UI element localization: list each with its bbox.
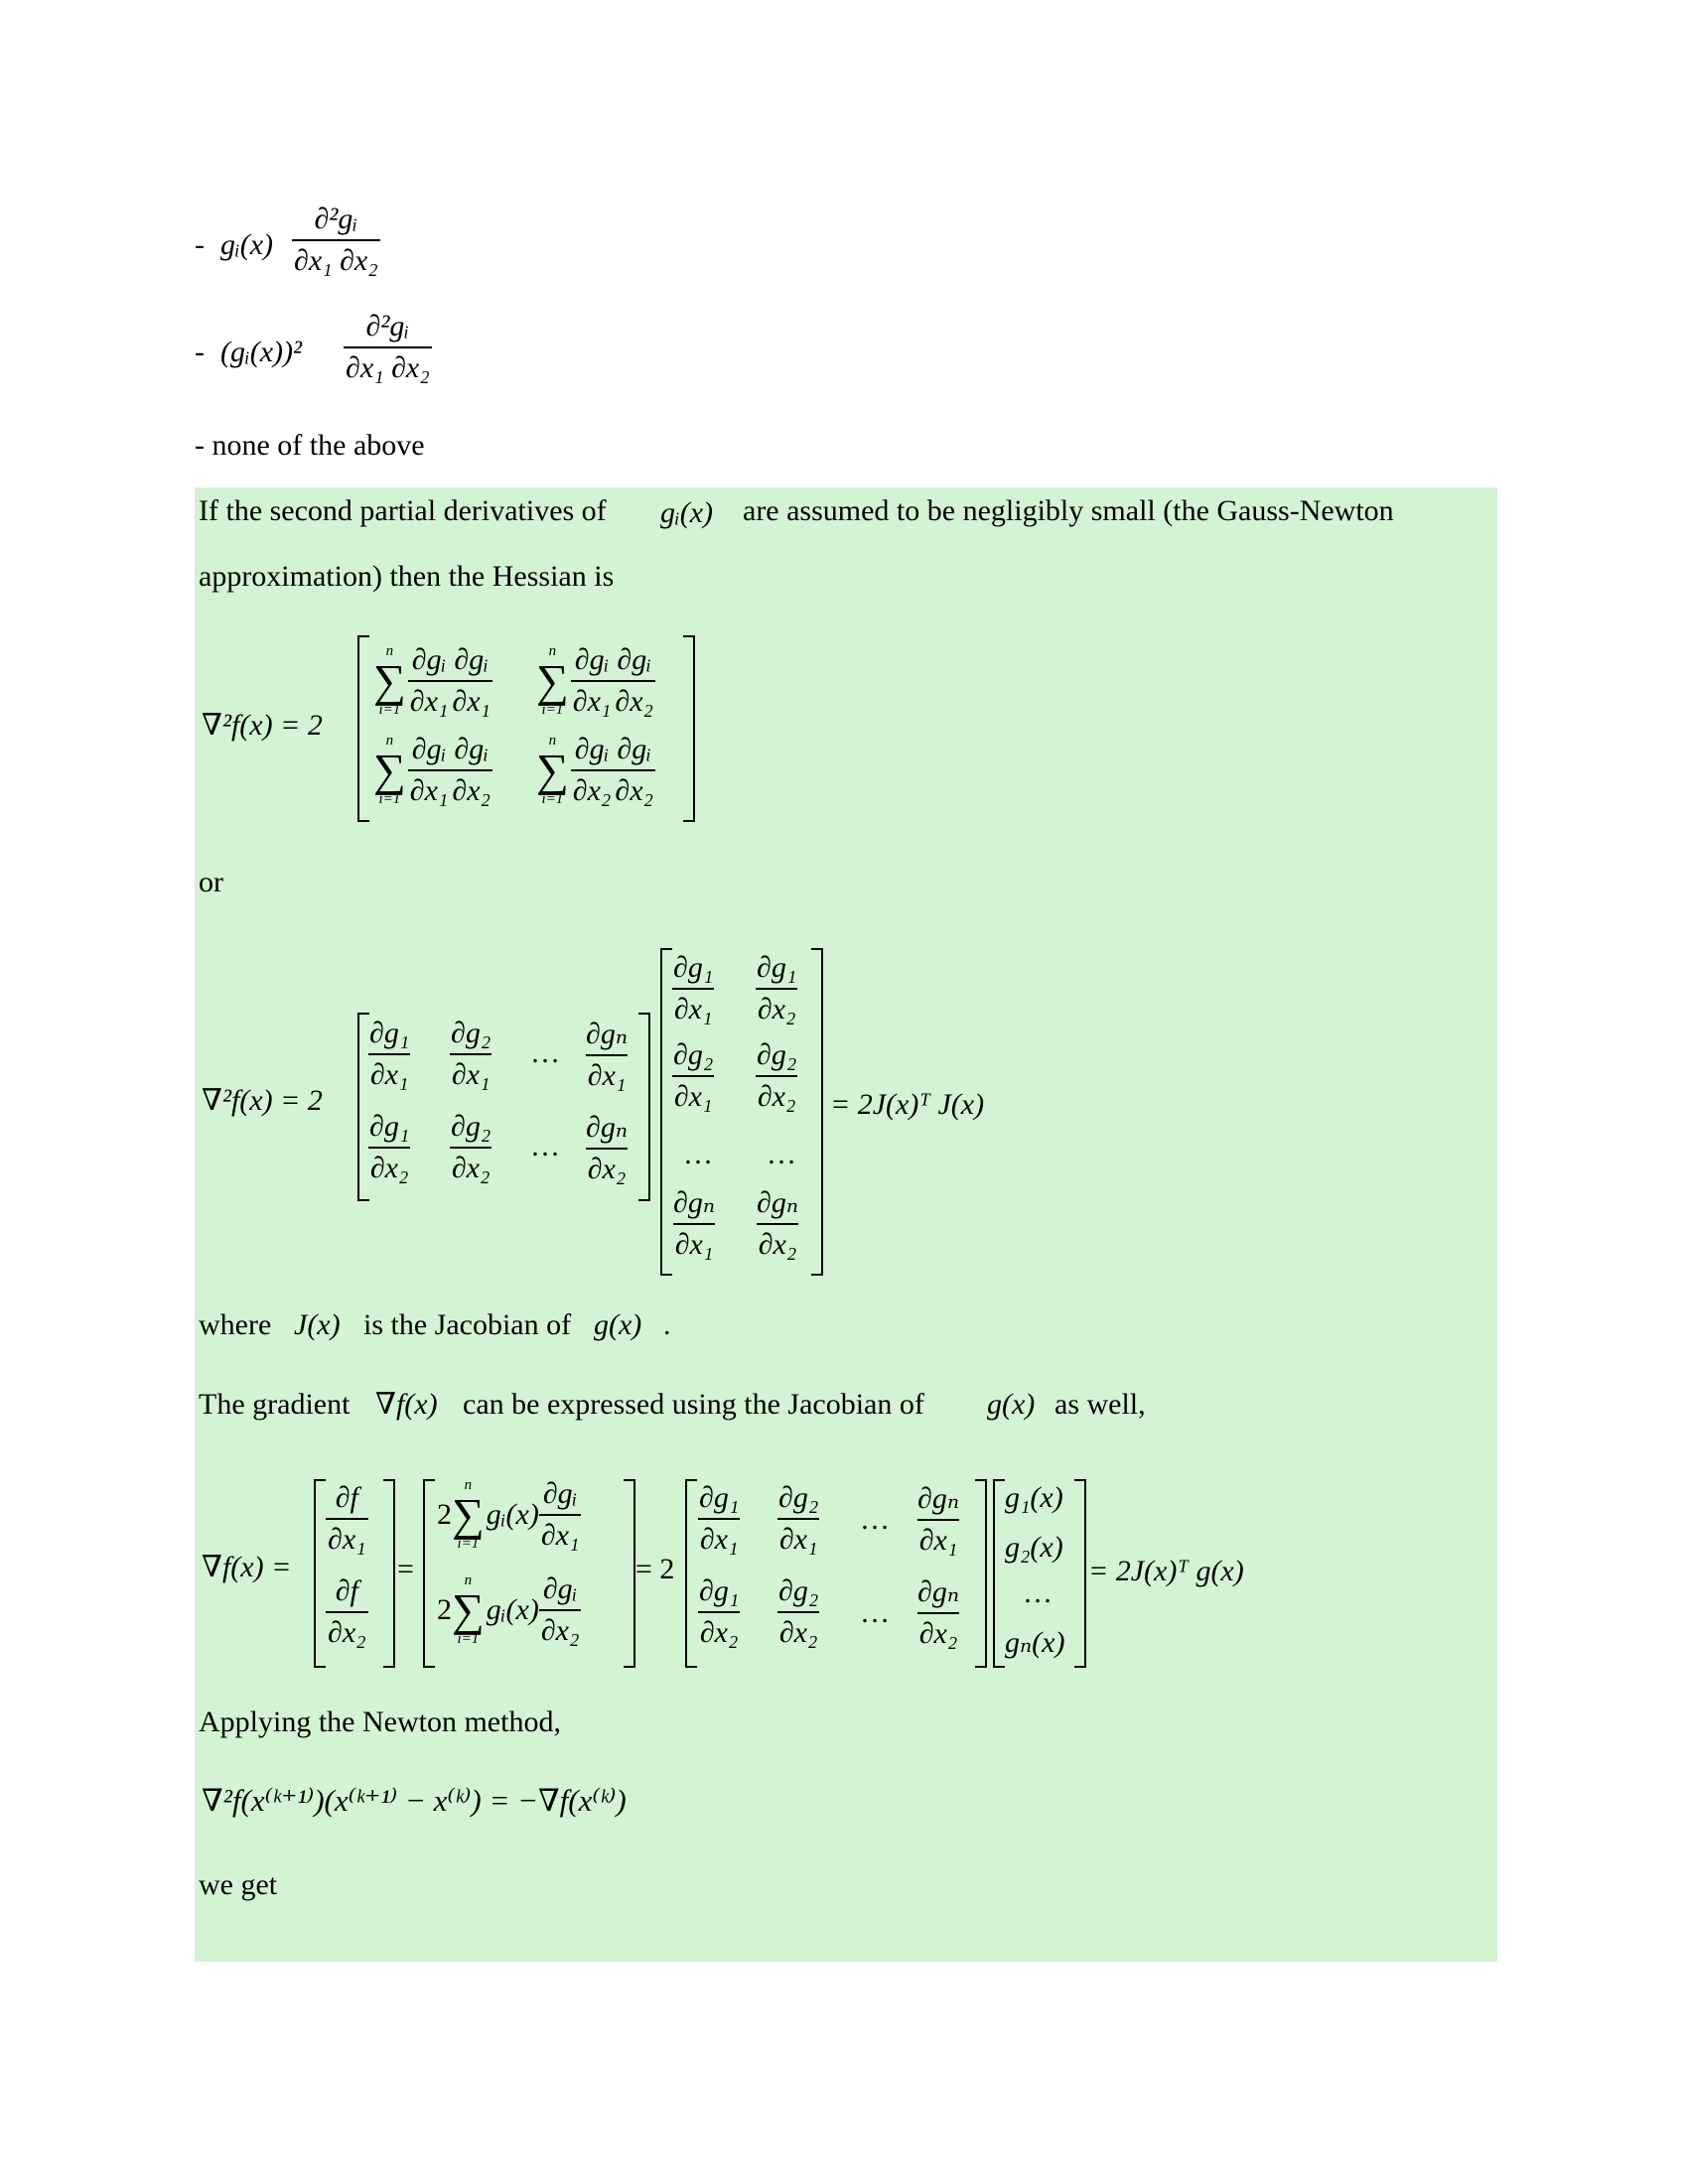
gradient-p2: can be expressed using the Jacobian of [463,1388,924,1421]
where-p3: . [663,1308,671,1341]
jacobian-lhs: ∇²f(x) = 2 [202,1084,323,1117]
jt-12: $\frac{\text{∂g₂}}{\text{∂x₁}}$ [451,1017,492,1091]
j-11: $\frac{\text{∂g₁}}{\text{∂x₁}}$ [673,951,714,1025]
grad-jt-1n: $\frac{\text{∂gₙ}}{\text{∂x₁}}$ [917,1482,959,1557]
grad-jt-dots-2: … [860,1596,890,1629]
hessian-cell-11: n ∑ i=1 $\frac{\text{∂gᵢ}}{\text{∂x₁}}$ $\frac{\text{∂gᵢ}}{\text{∂x₁}}$ [373,643,491,718]
jt-dots-2: … [530,1130,560,1162]
option-2-fraction [344,310,432,385]
option-2-bullet: - [195,336,205,368]
where-j: J(x) [294,1308,341,1341]
j-n1: $\frac{\text{∂gₙ}}{\text{∂x₁}}$ [673,1186,715,1261]
intro-text-line2: approximation) then the Hessian is [199,560,615,593]
hessian-lhs: ∇²f(x) = 2 [202,709,323,742]
grad-g1x: g₁(x) [1005,1481,1063,1514]
grad-sum-left-bracket [423,1479,435,1668]
gradient-p3: as well, [1055,1388,1146,1421]
j-22: $\frac{\text{∂g₂}}{\text{∂x₂}}$ [757,1038,797,1113]
intro-text-part1: If the second partial derivatives of [199,494,607,527]
jt-2n: $\frac{\text{∂gₙ}}{\text{∂x₂}}$ [586,1111,628,1185]
intro-text-part2: are assumed to be negligibly small (the Gauss-Newton [743,494,1394,527]
j-12: $\frac{\text{∂g₁}}{\text{∂x₂}}$ [757,951,797,1025]
grad-sum-right-bracket [624,1479,635,1668]
grad-sum-row-1: 2 n ∑ i=1 gᵢ(x) $\frac{\text{∂gᵢ}}{\text{∂x₁}}$ [437,1477,580,1552]
jt-1n: $\frac{\text{∂gₙ}}{\text{∂x₁}}$ [586,1018,628,1092]
j-dots-2: … [767,1138,796,1170]
or-text: or [199,866,223,898]
option-1-numerator: ∂²gᵢ [314,203,358,235]
we-get-text: we get [199,1868,278,1901]
grad-vec-left-bracket [314,1479,326,1668]
hessian-left-bracket [357,635,369,822]
grad-jt-21: $\frac{\text{∂g₁}}{\text{∂x₂}}$ [699,1574,740,1649]
jt-11: $\frac{\text{∂g₁}}{\text{∂x₁}}$ [369,1017,410,1091]
j-n2: $\frac{\text{∂gₙ}}{\text{∂x₂}}$ [757,1186,798,1261]
grad-jt-left-bracket [685,1479,697,1668]
grad-g-dots: … [1023,1576,1053,1609]
j-dots-1: … [683,1138,713,1170]
option-2-coef: (gᵢ(x))² [220,336,303,368]
jt-right-bracket [638,1013,650,1201]
grad-df-dx2: $\frac{\partial f}{\text{∂x₂}}$ [328,1574,366,1649]
option-3-none: - none of the above [195,429,425,462]
j-21: $\frac{\text{∂g₂}}{\text{∂x₁}}$ [673,1038,714,1113]
where-p2: is the Jacobian of [363,1308,572,1341]
grad-jt-2n: $\frac{\text{∂gₙ}}{\text{∂x₂}}$ [917,1575,959,1650]
option-1-fraction [292,203,380,278]
grad-jt-right-bracket [975,1479,987,1668]
grad-gnx: gₙ(x) [1005,1626,1065,1659]
grad-g2x: g₂(x) [1005,1531,1063,1564]
grad-equals-1: = [397,1553,414,1585]
grad-jt-12: $\frac{\text{∂g₂}}{\text{∂x₁}}$ [778,1481,819,1556]
option-1-bullet: - [195,228,205,261]
where-p1: where [199,1308,272,1341]
grad-rhs: = 2J(x)ᵀ g(x) [1088,1555,1244,1587]
j-right-bracket [811,948,823,1276]
grad-g-left-bracket [993,1479,1005,1668]
gradient-p1: The gradient [199,1388,351,1421]
option-1-coef: gᵢ(x) [220,228,274,261]
option-1-denominator: ∂x₁ ∂x₂ [292,239,380,278]
hessian-right-bracket [683,635,695,822]
applying-text: Applying the Newton method, [199,1706,561,1738]
grad-df-dx1: $\frac{\partial f}{\text{∂x₁}}$ [328,1481,366,1556]
hessian-cell-21: n ∑ i=1 $\frac{\text{∂gᵢ}}{\text{∂x₁}}$ $\frac{\text{∂gᵢ}}{\text{∂x₂}}$ [373,733,491,807]
grad-jt-22: $\frac{\text{∂g₂}}{\text{∂x₂}}$ [778,1574,819,1649]
grad-vec-right-bracket [383,1479,395,1668]
grad-g-right-bracket [1074,1479,1086,1668]
option-2-denominator: ∂x₁ ∂x₂ [344,346,432,385]
grad-equals-2: = 2 [635,1553,675,1585]
hessian-cell-12: n ∑ i=1 $\frac{\text{∂gᵢ}}{\text{∂x₁}}$ $\frac{\text{∂gᵢ}}{\text{∂x₂}}$ [536,643,653,718]
option-2-numerator: ∂²gᵢ [365,310,410,342]
newton-equation: ∇²f(x⁽ᵏ⁺¹⁾)(x⁽ᵏ⁺¹⁾ − x⁽ᵏ⁾) = −∇f(x⁽ᵏ⁾) [202,1783,627,1818]
where-g: g(x) [594,1308,642,1341]
grad-sum-row-2: 2 n ∑ i=1 gᵢ(x) $\frac{\text{∂gᵢ}}{\text{∂x₂}}$ [437,1572,580,1647]
jt-22: $\frac{\text{∂g₂}}{\text{∂x₂}}$ [451,1110,492,1184]
intro-gi: gᵢ(x) [660,496,714,529]
hessian-cell-22: n ∑ i=1 $\frac{\text{∂gᵢ}}{\text{∂x₂}}$ $\frac{\text{∂gᵢ}}{\text{∂x₂}}$ [536,733,653,807]
gradient-g: g(x) [987,1388,1036,1421]
gradient-symbol: ∇f(x) [375,1388,438,1421]
jt-dots-1: … [530,1036,560,1069]
jt-21: $\frac{\text{∂g₁}}{\text{∂x₂}}$ [369,1110,410,1184]
grad-jt-dots-1: … [860,1503,890,1536]
grad-jt-11: $\frac{\text{∂g₁}}{\text{∂x₁}}$ [699,1481,740,1556]
grad-lhs: ∇f(x) = [202,1551,292,1583]
jacobian-rhs: = 2J(x)ᵀ J(x) [830,1088,985,1121]
